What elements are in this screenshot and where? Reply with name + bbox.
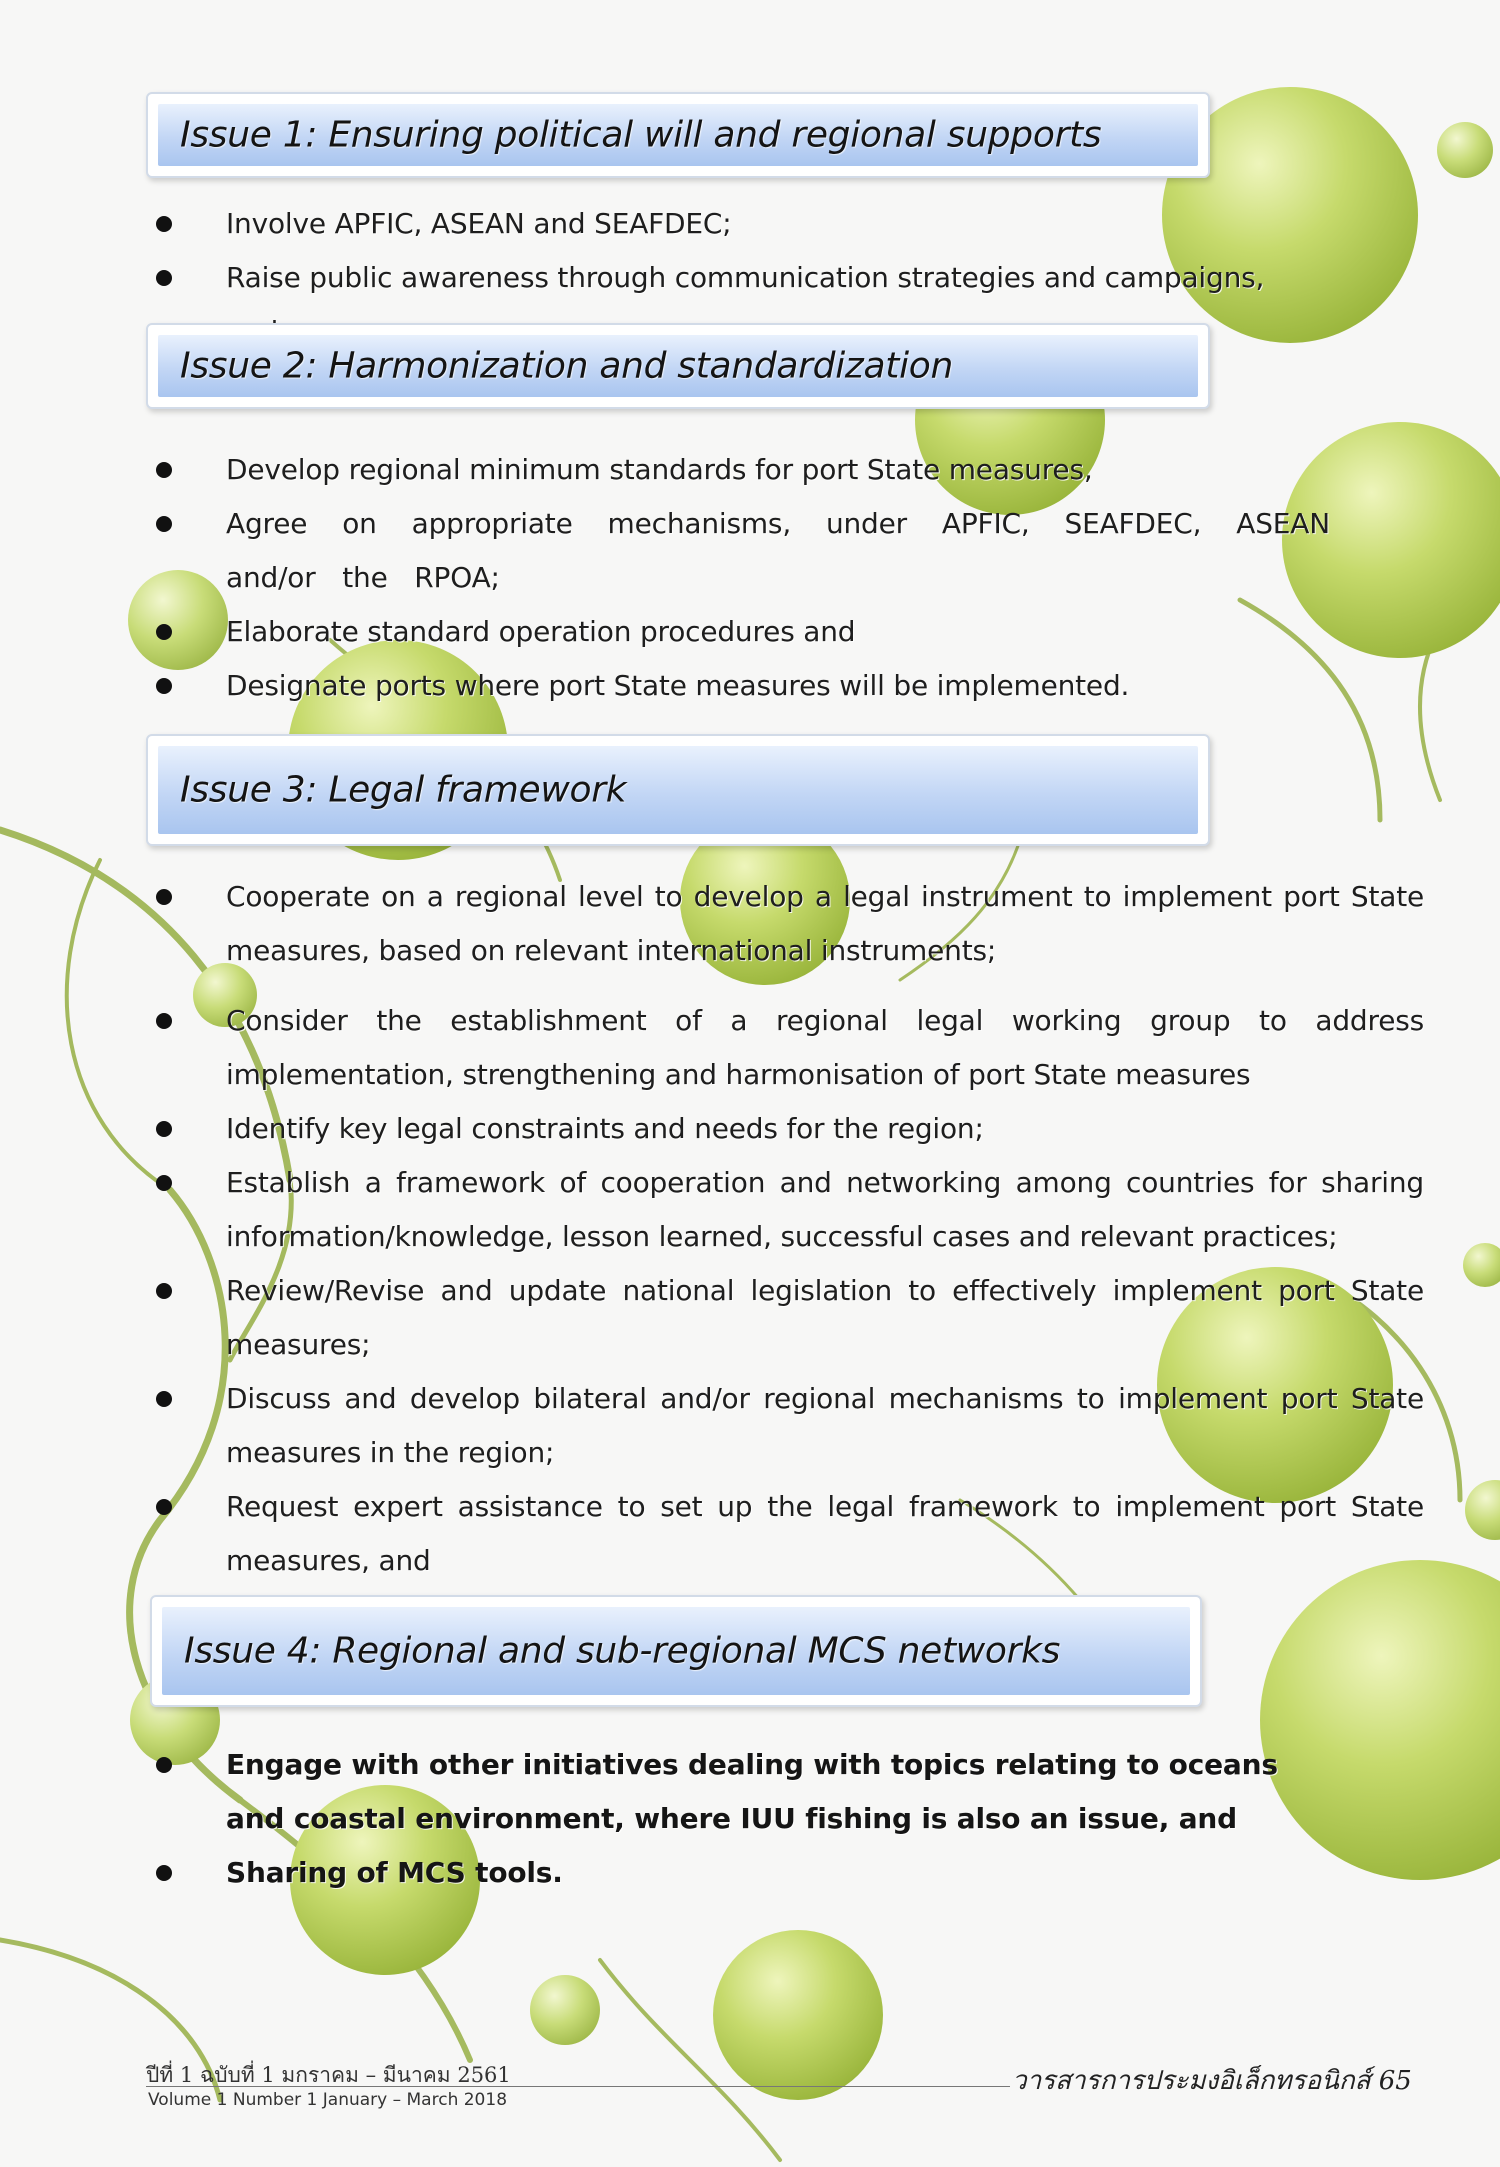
footer-volume: Volume 1 Number 1 January – March 2018 (148, 2090, 508, 2110)
issue-2-header (146, 323, 1210, 409)
issue-4-title: Issue 4: Regional and sub-regional MCS networks (184, 1630, 1061, 1672)
list-item: Consider the establishment of a regional legal working group to address implementation, strengthening and harmonisation of port State measures (148, 994, 1424, 1102)
list-item: Raise public awareness through communication strategies and campaigns, (148, 251, 1288, 359)
list-item: Request expert assistance to set up the legal framework to implement port State measures, and (148, 1480, 1424, 1588)
list-item: Identify key legal constraints and needs for the region; (148, 1102, 1424, 1156)
issue-1-title: Issue 1: Ensuring political will and regional supports (180, 114, 1102, 156)
footer-journal-page: วารสารการประมงอิเล็กทรอนิกส์ 65 (1012, 2066, 1412, 2096)
issue-4-bullet-list (148, 1738, 1288, 1900)
footer-thai-issue: ปีที่ 1 ฉบับที่ 1 มกราคม – มีนาคม 2561 (146, 2063, 511, 2087)
issue-4-header (150, 1595, 1202, 1707)
list-item: Cooperate on a regional level to develop a legal instrument to implement port State measures, based on relevant international instruments; (148, 870, 1424, 978)
issue-3-title: Issue 3: Legal framework (180, 769, 627, 811)
footer-divider (146, 2086, 1010, 2087)
list-item: Develop regional minimum standards for port State measures, (148, 443, 1330, 497)
list-item: Designate ports where port State measures will be implemented. (148, 659, 1330, 713)
list-item: Elaborate standard operation procedures and (148, 605, 1330, 659)
list-item: Discuss and develop bilateral and/or regional mechanisms to implement port State measures in the region; (148, 1372, 1424, 1480)
list-item: Establish a framework of cooperation and networking among countries for sharing information/knowledge, lesson learned, successful cases and relevant practices; (148, 1156, 1424, 1264)
issue-3-bullet-list (148, 870, 1424, 1588)
list-item: Agree on appropriate mechanisms, under APFIC, SEAFDEC, ASEAN and/or the RPOA; (148, 497, 1330, 605)
issue-2-bullet-list (148, 443, 1330, 713)
list-item: Involve APFIC, ASEAN and SEAFDEC; (148, 197, 1288, 251)
list-item: Sharing of MCS tools. (148, 1846, 1288, 1900)
list-item: Review/Revise and update national legislation to effectively implement port State measures; (148, 1264, 1424, 1372)
list-item: Engage with other initiatives dealing with topics relating to oceans and coastal environment, where IUU fishing is also an issue, and (148, 1738, 1288, 1846)
issue-2-title: Issue 2: Harmonization and standardization (180, 345, 954, 387)
issue-1-header (146, 92, 1210, 178)
issue-3-header (146, 734, 1210, 846)
